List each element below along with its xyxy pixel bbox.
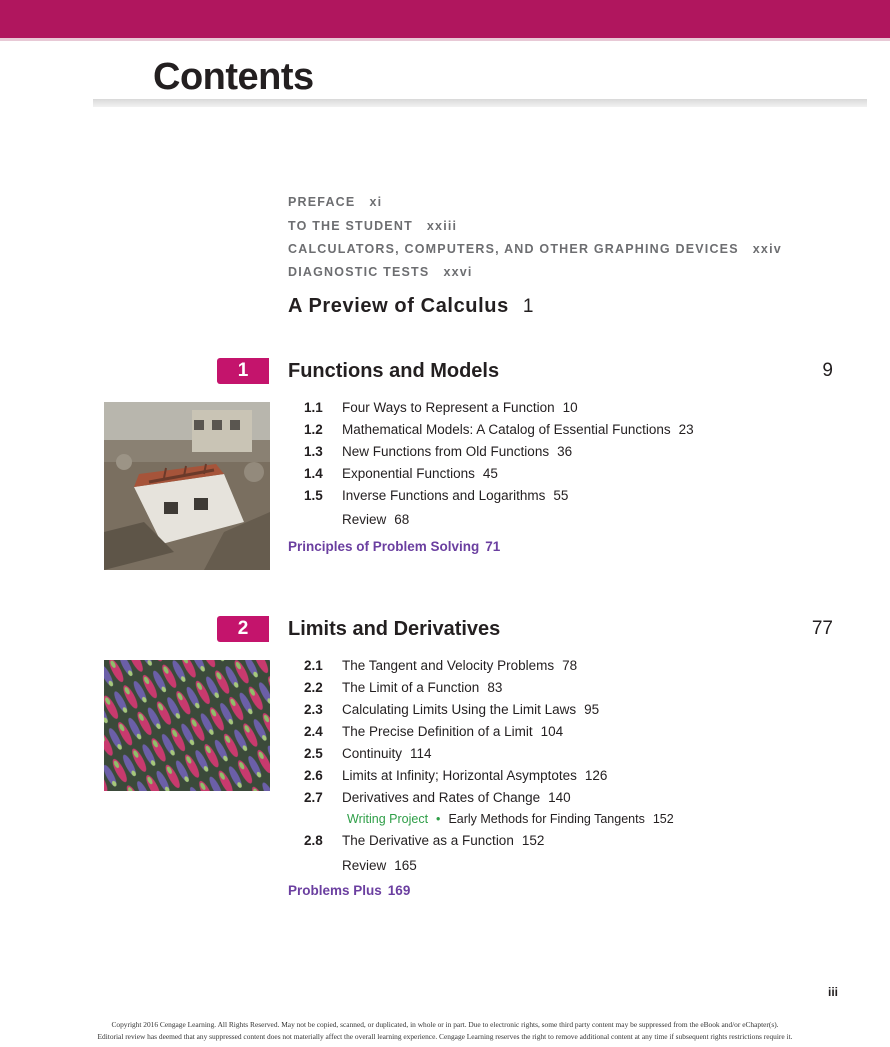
extra-label: Principles of Problem Solving [288,539,480,554]
section-page: 126 [584,768,608,783]
toc-entry-label: TO THE STUDENT [288,219,413,233]
toc-entry-preface[interactable] [288,195,382,209]
section-number: 2.3 [304,702,323,717]
toc-section[interactable] [304,746,432,761]
toc-entry-page: 1 [522,296,534,317]
section-number: 2.8 [304,833,323,848]
section-number: 2.2 [304,680,323,695]
toc-review[interactable] [342,858,417,873]
section-number: 2.1 [304,658,323,673]
toc-section[interactable] [304,702,599,717]
chapter-page: 9 [822,360,833,381]
section-title: The Precise Definition of a Limit [342,724,533,739]
section-page: 95 [584,702,600,717]
toc-section[interactable] [304,422,694,437]
section-page: 152 [521,833,545,848]
toc-entry-page: xxiii [426,219,458,233]
section-number: 2.4 [304,724,323,739]
toc-section[interactable] [304,833,544,848]
section-page: 83 [487,680,503,695]
copyright-line: Copyright 2016 Cengage Learning. All Rights Reserved. May not be copied, scanned, or duplicated, in whole or in part. Due to electronic rights, some third party content may be suppressed from the eBook and/or eChapter(s). [111,1020,779,1029]
section-title: Limits at Infinity; Horizontal Asymptotes [342,768,577,783]
section-number: 1.4 [304,466,323,481]
bullet-icon: • [436,812,441,826]
section-title: Derivatives and Rates of Change [342,790,541,805]
section-number: 1.2 [304,422,323,437]
section-page: 45 [482,466,498,481]
section-title: New Functions from Old Functions [342,444,550,459]
review-page: 68 [394,512,410,527]
toc-problems-plus[interactable] [288,883,410,898]
toc-section[interactable] [304,400,578,415]
section-title: Calculating Limits Using the Limit Laws [342,702,577,717]
section-number: 2.6 [304,768,323,783]
toc-section[interactable] [304,724,563,739]
toc-review[interactable] [342,512,409,527]
toc-entry-label: DIAGNOSTIC TESTS [288,265,430,279]
section-page: 140 [548,790,571,805]
section-title: Inverse Functions and Logarithms [342,488,546,503]
writing-project-title: Early Methods for Finding Tangents [448,812,645,826]
header-bar [0,0,890,38]
section-title: The Limit of a Function [342,680,480,695]
page-number: iii [827,985,838,999]
writing-project-label: Writing Project [347,812,429,826]
writing-project-page: 152 [652,812,674,826]
section-page: 55 [553,488,569,503]
section-title: The Tangent and Velocity Problems [342,658,555,673]
toc-principles-of-problem-solving[interactable] [288,539,500,554]
page-title: Contents [153,56,314,98]
section-number: 1.5 [304,488,323,503]
section-title: Continuity [342,746,403,761]
section-page: 36 [557,444,573,459]
chapter-page: 77 [811,618,833,639]
toc-entry-calculators[interactable] [288,242,782,256]
toc-entry-label: CALCULATORS, COMPUTERS, AND OTHER GRAPHING DEVICES [288,242,739,256]
toc-entry-to-the-student[interactable] [288,219,457,233]
review-label: Review [342,858,387,873]
review-label: Review [342,512,387,527]
chapter-number-badge: 1 [217,358,269,384]
chapter-title[interactable]: Functions and Models [288,360,500,382]
toc-section[interactable] [304,466,498,481]
toc-section[interactable] [304,444,572,459]
section-title: The Derivative as a Function [342,833,514,848]
chapter-photo-salmon-school [104,660,270,791]
toc-entry-label: PREFACE [288,195,356,209]
section-title: Mathematical Models: A Catalog of Essential Functions [342,422,671,437]
section-page: 114 [410,746,432,761]
toc-entry-page: xxiv [752,242,782,256]
section-page: 104 [540,724,564,739]
extra-label: Problems Plus [288,883,382,898]
section-page: 23 [678,422,694,437]
chapter-photo-earthquake-damage [104,402,270,570]
toc-section[interactable] [304,768,607,783]
copyright-line: Editorial review has deemed that any suppressed content does not materially affect the overall learning experience. Cengage Learning reserves the right to remove additional content at any time if subsequent rights restrictions require it. [97,1032,793,1041]
toc-section[interactable] [304,790,571,805]
chapter-number-badge: 2 [217,616,269,642]
section-page: 10 [562,400,578,415]
header-bar-shadow [0,38,890,41]
chapter-title[interactable]: Limits and Derivatives [288,618,501,640]
section-number: 1.1 [304,400,323,415]
extra-page: 169 [387,883,411,898]
toc-section[interactable] [304,488,568,503]
toc-section[interactable] [304,658,577,673]
toc-entry-label: A Preview of Calculus [288,295,509,317]
section-page: 78 [562,658,578,673]
toc-entry-page: xi [369,195,383,209]
review-page: 165 [394,858,417,873]
toc-entry-preview[interactable] [288,295,534,318]
section-number: 2.7 [304,790,323,805]
section-title: Exponential Functions [342,466,475,481]
toc-writing-project[interactable] [347,812,674,826]
section-title: Four Ways to Represent a Function [342,400,555,415]
title-rule [93,99,867,107]
extra-page: 71 [485,539,501,554]
section-number: 2.5 [304,746,323,761]
toc-section[interactable] [304,680,502,695]
toc-entry-diagnostic-tests[interactable] [288,265,473,279]
section-number: 1.3 [304,444,323,459]
toc-entry-page: xxvi [443,265,473,279]
